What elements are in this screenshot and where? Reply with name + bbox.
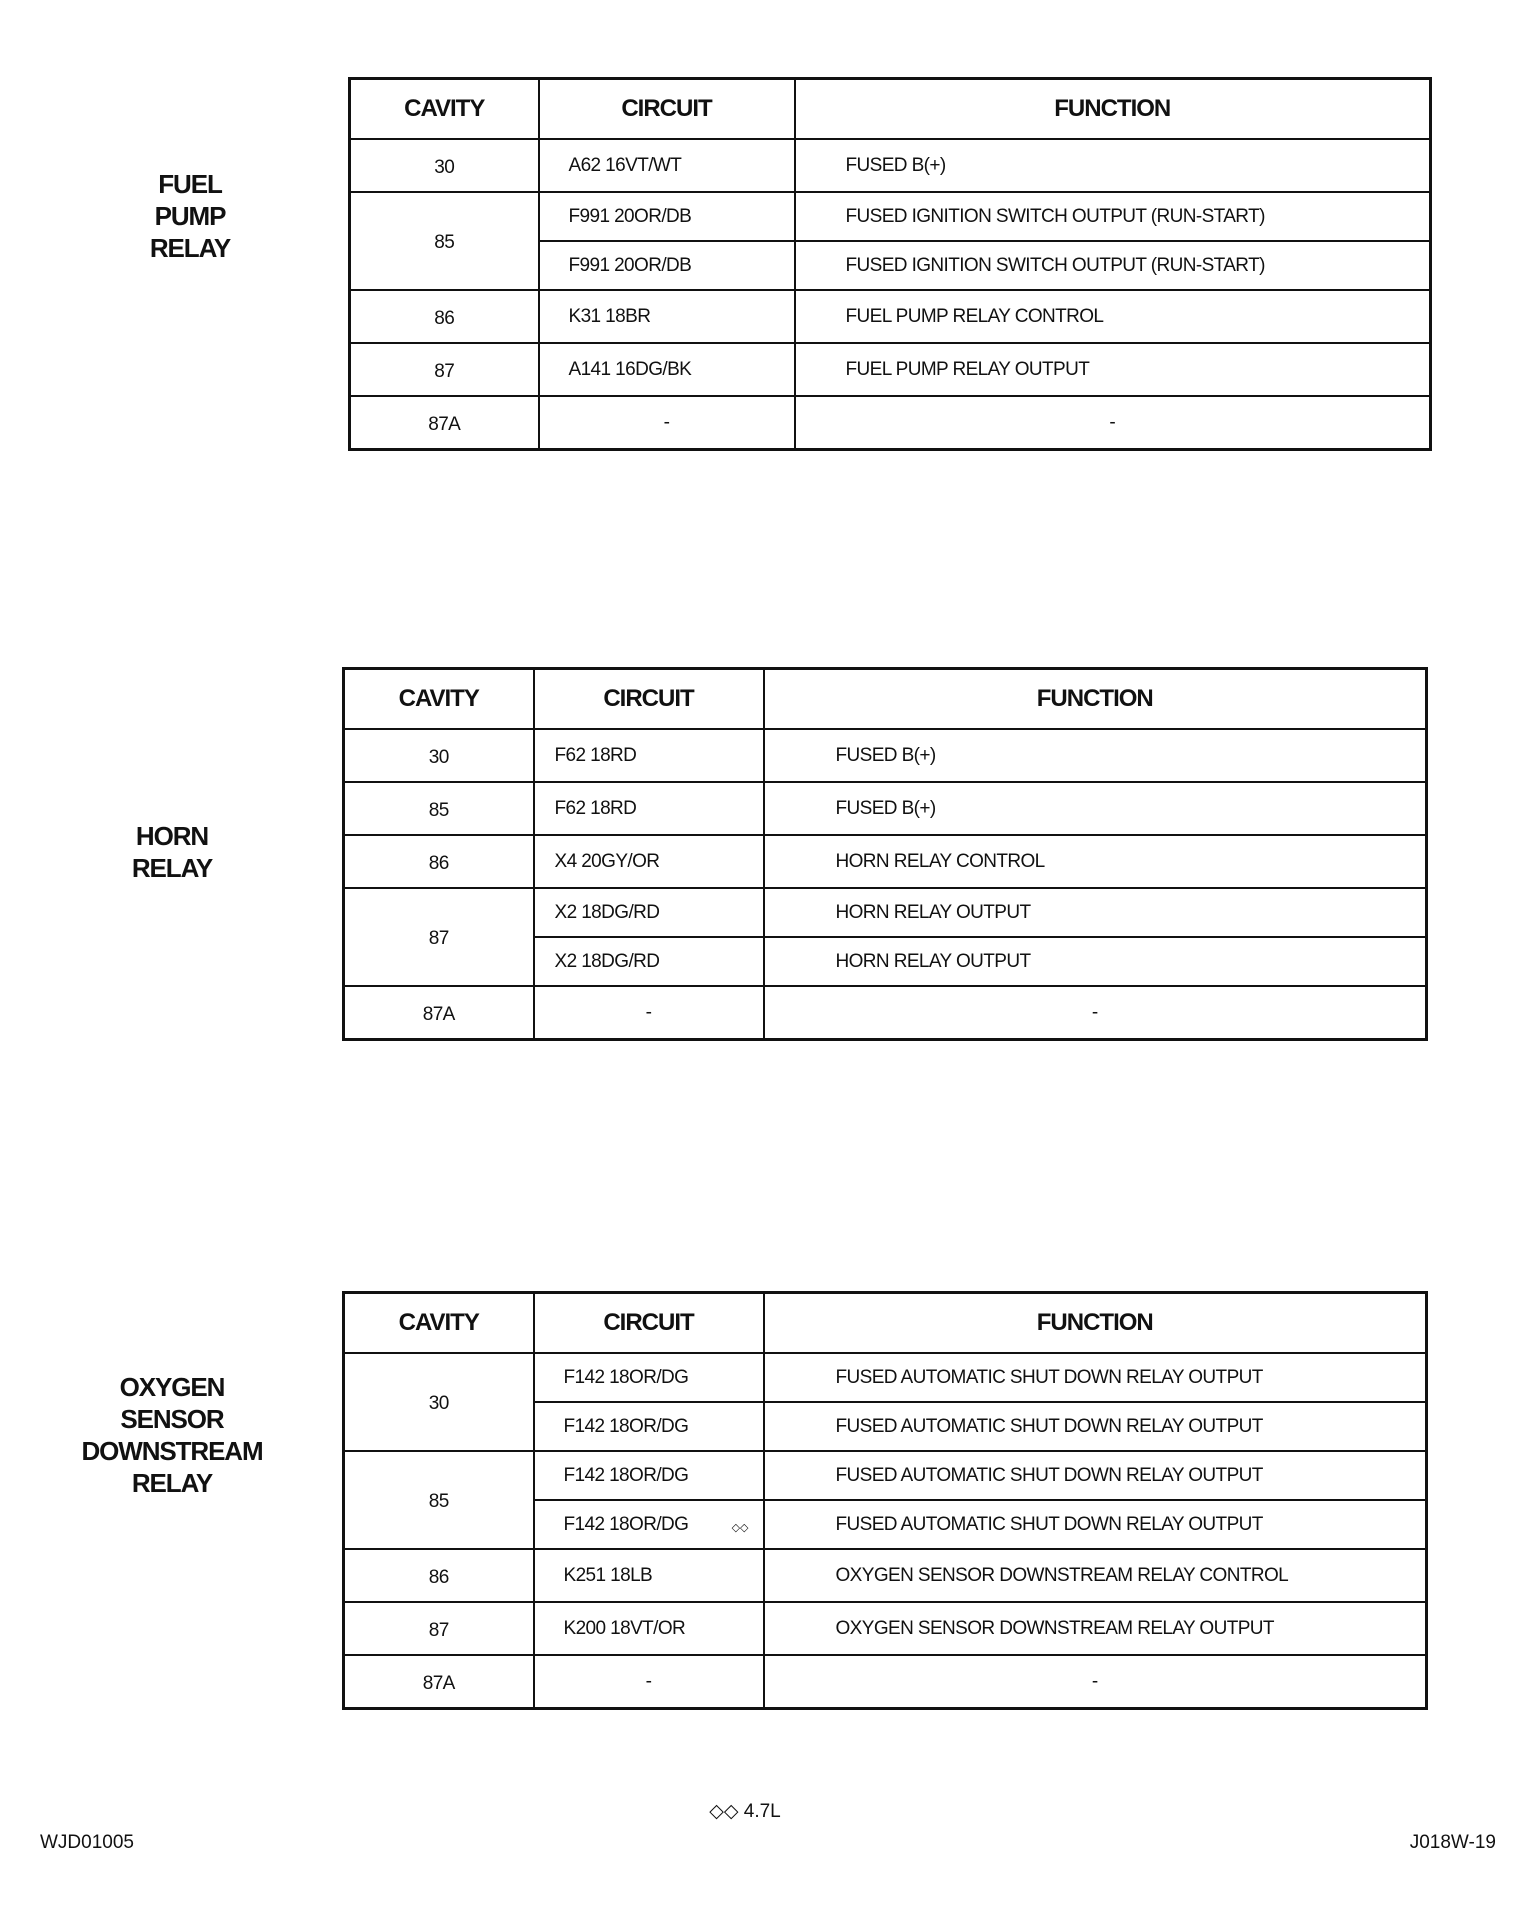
label-line: DOWNSTREAM [81, 1436, 263, 1466]
table-row [344, 782, 1427, 835]
circuit-cell [539, 139, 795, 192]
table-row [344, 1549, 1427, 1602]
oxygen-sensor-downstream-relay-table [342, 1291, 1428, 1710]
circuit-cell [534, 1602, 764, 1655]
cavity-cell: 87A [350, 396, 539, 450]
label-line: FUEL [158, 169, 222, 199]
function-header: FUNCTION [764, 1293, 1427, 1354]
function-header: FUNCTION [764, 669, 1427, 730]
cavity-cell: 87A [344, 986, 534, 1040]
circuit-cell [534, 986, 764, 1040]
circuit-header: CIRCUIT [534, 1293, 764, 1354]
table-row [344, 986, 1427, 1040]
table-row [344, 1353, 1427, 1402]
label-line: OXYGEN [119, 1372, 225, 1402]
function-cell: FUSED IGNITION SWITCH OUTPUT (RUN-START) [795, 241, 1431, 290]
table-row [350, 139, 1431, 192]
function-cell: FUEL PUMP RELAY OUTPUT [795, 343, 1431, 396]
fuel-pump-relay-label [80, 168, 300, 264]
table-row [350, 192, 1431, 241]
oxygen-sensor-downstream-relay-label [62, 1371, 282, 1499]
circuit-text: A141 16DG/BK [568, 358, 692, 380]
function-cell: HORN RELAY OUTPUT [764, 937, 1427, 986]
circuit-header: CIRCUIT [534, 669, 764, 730]
function-cell: HORN RELAY OUTPUT [764, 888, 1427, 937]
label-line: SENSOR [120, 1404, 224, 1434]
function-cell: - [764, 1655, 1427, 1709]
cavity-cell: 87A [344, 1655, 534, 1709]
table-row [350, 343, 1431, 396]
function-cell: FUSED AUTOMATIC SHUT DOWN RELAY OUTPUT [764, 1500, 1427, 1549]
circuit-cell [539, 396, 795, 450]
circuit-cell [534, 1353, 764, 1402]
circuit-text: F62 18RD [554, 797, 637, 819]
label-line: RELAY [149, 233, 231, 263]
circuit-text: F142 18OR/DG [563, 1513, 689, 1535]
circuit-text: F142 18OR/DG [563, 1464, 689, 1486]
circuit-header: CIRCUIT [539, 79, 795, 140]
cavity-cell: 86 [344, 1549, 534, 1602]
function-cell: HORN RELAY CONTROL [764, 835, 1427, 888]
circuit-text: K200 18VT/OR [563, 1617, 686, 1639]
horn-relay-table [342, 667, 1428, 1041]
cavity-cell: 30 [344, 1353, 534, 1451]
label-line: PUMP [154, 201, 226, 231]
cavity-cell: 87 [350, 343, 539, 396]
circuit-text: A62 16VT/WT [568, 154, 682, 176]
circuit-text: X2 18DG/RD [554, 950, 660, 972]
circuit-cell [534, 888, 764, 937]
circuit-text: X2 18DG/RD [554, 901, 660, 923]
header-row [350, 79, 1431, 140]
circuit-text: K31 18BR [568, 305, 651, 327]
label-line: RELAY [131, 853, 213, 883]
circuit-text: F991 20OR/DB [568, 205, 692, 227]
function-cell: FUEL PUMP RELAY CONTROL [795, 290, 1431, 343]
figure-code-right: J018W-19 [1409, 1832, 1496, 1853]
cavity-cell: 87 [344, 888, 534, 986]
function-cell: FUSED B(+) [764, 729, 1427, 782]
table-row [350, 396, 1431, 450]
cavity-cell: 30 [350, 139, 539, 192]
function-header: FUNCTION [795, 79, 1431, 140]
function-cell: OXYGEN SENSOR DOWNSTREAM RELAY CONTROL [764, 1549, 1427, 1602]
function-cell: FUSED IGNITION SWITCH OUTPUT (RUN-START) [795, 192, 1431, 241]
function-cell: - [764, 986, 1427, 1040]
function-cell: FUSED AUTOMATIC SHUT DOWN RELAY OUTPUT [764, 1353, 1427, 1402]
cavity-cell: 85 [344, 782, 534, 835]
function-cell: FUSED B(+) [764, 782, 1427, 835]
circuit-text: X4 20GY/OR [554, 850, 660, 872]
engine-marker-icon: ◇◇ [731, 1521, 749, 1534]
circuit-cell [534, 1402, 764, 1451]
engine-footnote: ◇◇ 4.7L [709, 1801, 781, 1822]
circuit-cell [539, 241, 795, 290]
cavity-header: CAVITY [344, 1293, 534, 1354]
cavity-cell: 30 [344, 729, 534, 782]
circuit-cell [534, 1549, 764, 1602]
table-row [344, 888, 1427, 937]
table-row [344, 1451, 1427, 1500]
function-cell: FUSED B(+) [795, 139, 1431, 192]
circuit-cell [534, 937, 764, 986]
function-cell: - [795, 396, 1431, 450]
circuit-text: F991 20OR/DB [568, 254, 692, 276]
header-row [344, 1293, 1427, 1354]
label-line: HORN [135, 821, 209, 851]
cavity-cell: 86 [344, 835, 534, 888]
function-cell: OXYGEN SENSOR DOWNSTREAM RELAY OUTPUT [764, 1602, 1427, 1655]
table-row [344, 1655, 1427, 1709]
circuit-text: - [663, 411, 670, 433]
cavity-header: CAVITY [350, 79, 539, 140]
figure-code-left: WJD01005 [40, 1832, 134, 1853]
function-cell: FUSED AUTOMATIC SHUT DOWN RELAY OUTPUT [764, 1451, 1427, 1500]
circuit-cell [539, 343, 795, 396]
circuit-cell [534, 1655, 764, 1709]
circuit-text: F142 18OR/DG [563, 1366, 689, 1388]
table-row [344, 729, 1427, 782]
circuit-cell [539, 192, 795, 241]
circuit-cell [534, 1451, 764, 1500]
circuit-text: - [645, 1670, 652, 1692]
cavity-cell: 87 [344, 1602, 534, 1655]
table-row [350, 290, 1431, 343]
cavity-cell: 85 [350, 192, 539, 290]
table-row [344, 1602, 1427, 1655]
circuit-text: - [645, 1001, 652, 1023]
fuel-pump-relay-table [348, 77, 1432, 451]
table-row [344, 835, 1427, 888]
circuit-text: F62 18RD [554, 744, 637, 766]
header-row [344, 669, 1427, 730]
label-line: RELAY [131, 1468, 213, 1498]
horn-relay-label [62, 820, 282, 884]
circuit-text: F142 18OR/DG [563, 1415, 689, 1437]
function-cell: FUSED AUTOMATIC SHUT DOWN RELAY OUTPUT [764, 1402, 1427, 1451]
circuit-cell [534, 782, 764, 835]
circuit-cell [534, 1500, 764, 1549]
circuit-cell [534, 729, 764, 782]
circuit-cell [539, 290, 795, 343]
cavity-header: CAVITY [344, 669, 534, 730]
cavity-cell: 86 [350, 290, 539, 343]
circuit-cell [534, 835, 764, 888]
cavity-cell: 85 [344, 1451, 534, 1549]
circuit-text: K251 18LB [563, 1564, 653, 1586]
